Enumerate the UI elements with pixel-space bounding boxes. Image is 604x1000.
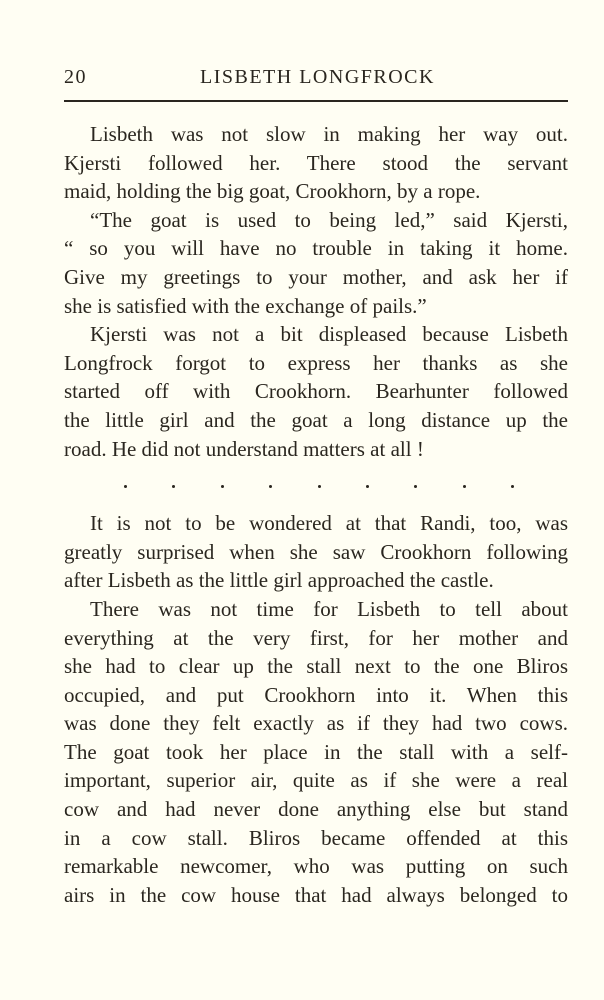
paragraph-5 (64, 595, 568, 910)
text-line: It is not to be wondered at that Randi, too, was (90, 511, 568, 536)
page-number: 20 (64, 66, 87, 88)
text-line: cow and had never done anything else but stand (64, 797, 568, 822)
text-line: remarkable newcomer, who was putting on such (64, 854, 568, 879)
section-break-dot (221, 485, 224, 488)
text-line: started off with Crookhorn. Bearhunter followed (64, 379, 568, 404)
text-line: in a cow stall. Bliros became offended at this (64, 825, 568, 850)
section-break-dot (269, 485, 272, 488)
text-line: important, superior air, quite as if she were a real (64, 768, 568, 793)
text-line: “The goat is used to being led,” said Kjersti, (90, 207, 568, 232)
paragraph-2 (64, 206, 568, 320)
text-line: There was not time for Lisbeth to tell about (90, 596, 568, 621)
text-line: everything at the very first, for her mother and (64, 625, 568, 650)
section-break-dot (511, 485, 514, 488)
text-line: The goat took her place in the stall with a self- (64, 739, 568, 764)
text-line: maid, holding the big goat, Crookhorn, by a rope. (64, 179, 481, 204)
text-line: occupied, and put Crookhorn into it. When this (64, 682, 568, 707)
running-head (64, 66, 568, 92)
paragraph-4 (64, 509, 568, 595)
text-line: was done they felt exactly as if they had two cows. (64, 711, 568, 736)
text-line: Kjersti followed her. There stood the servant (64, 150, 568, 175)
text-line: after Lisbeth as the little girl approached the castle. (64, 568, 494, 593)
section-break-dot (463, 485, 466, 488)
running-title: LISBETH LONGFROCK (200, 66, 435, 88)
text-line: greatly surprised when she saw Crookhorn following (64, 539, 568, 564)
text-line: road. He did not understand matters at all ! (64, 436, 424, 461)
header-rule (64, 100, 568, 102)
text-line: Longfrock forgot to express her thanks as she (64, 350, 568, 375)
text-line: the little girl and the goat a long distance up the (64, 407, 568, 432)
text-line: airs in the cow house that had always belonged to (64, 882, 568, 907)
text-line: Give my greetings to your mother, and ask her if (64, 264, 568, 289)
section-break-dot (124, 485, 127, 488)
text-line: Kjersti was not a bit displeased because Lisbeth (90, 322, 568, 347)
text-line: she is satisfied with the exchange of pails.” (64, 293, 427, 318)
section-break-dot (318, 485, 321, 488)
text-line: Lisbeth was not slow in making her way out. (90, 122, 568, 146)
section-break (64, 463, 568, 509)
body-text (64, 120, 568, 909)
section-break-dot (366, 485, 369, 488)
paragraph-3 (64, 320, 568, 463)
text-line: she had to clear up the stall next to the one Bliros (64, 654, 568, 679)
text-line: “ so you will have no trouble in taking it home. (64, 236, 568, 261)
section-break-dot (172, 485, 175, 488)
section-break-dot (414, 485, 417, 488)
paragraph-1 (64, 120, 568, 206)
